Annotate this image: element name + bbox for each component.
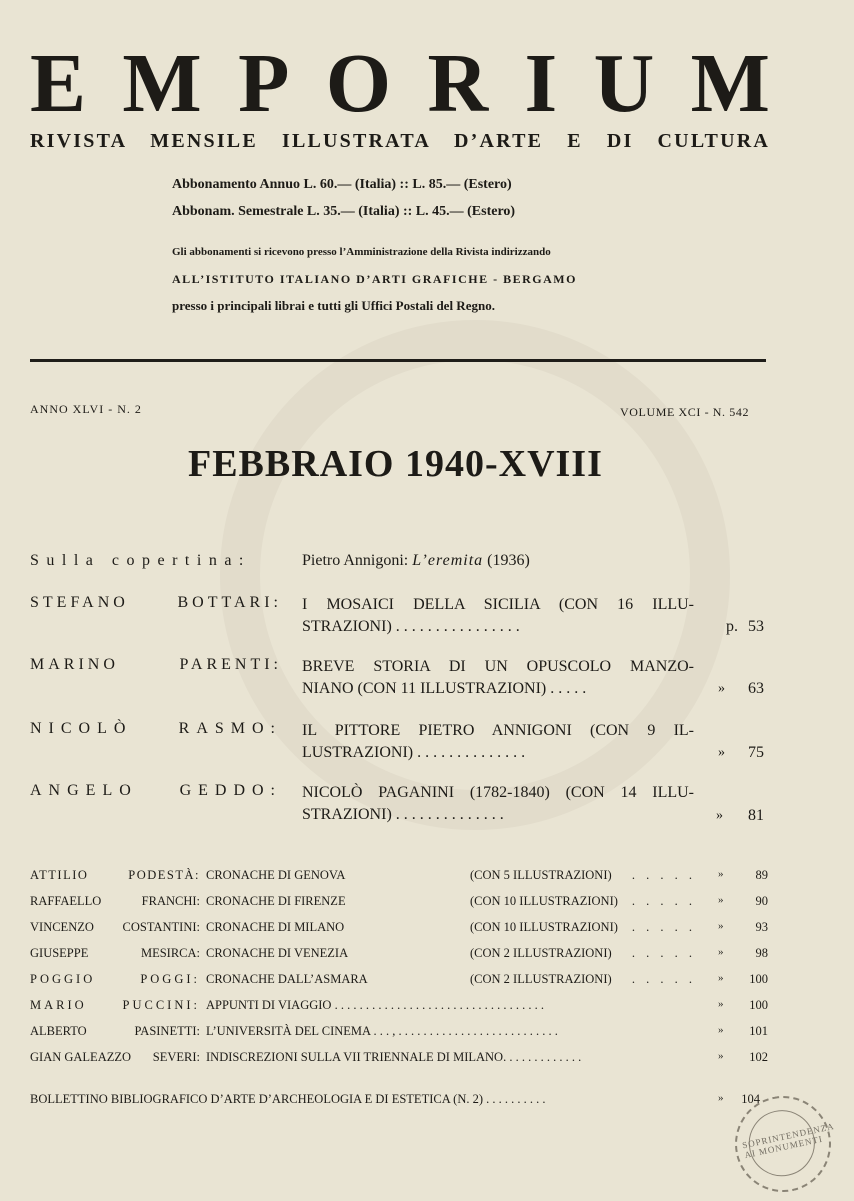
- article-author: [30, 782, 282, 800]
- author-first: MARINO: [30, 656, 119, 673]
- column-count: (CON 5 ILLUSTRAZIONI): [470, 868, 612, 882]
- column-section: CRONACHE DI GENOVA: [206, 868, 346, 882]
- cover-year: (1936): [487, 552, 530, 569]
- subscription-annual: Abbonamento Annuo L. 60.— (Italia) :: L. 85.— (Estero): [172, 177, 512, 192]
- issue-volume: VOLUME XCI - N. 542: [620, 405, 750, 419]
- column-page: 101: [749, 1024, 768, 1038]
- column-row: [30, 1050, 768, 1072]
- bulletin-page: 104: [741, 1092, 760, 1106]
- author-first: STEFANO: [30, 594, 129, 611]
- article-page: 81: [748, 807, 764, 824]
- column-author-first: ATTILIO: [30, 868, 89, 882]
- article-mark: »: [716, 808, 723, 823]
- column-author-last: FRANCHI:: [141, 894, 200, 908]
- column-row: [30, 998, 768, 1020]
- column-page: 89: [755, 868, 768, 882]
- article-page: 53: [748, 618, 764, 635]
- masthead-subtitle: RIVISTA MENSILE ILLUSTRATA D’ARTE E DI CULTURA: [30, 130, 770, 152]
- author-first: ANGELO: [30, 782, 138, 799]
- bulletin-row: [30, 1092, 768, 1114]
- column-mark: »: [718, 1024, 724, 1036]
- author-last: BOTTARI:: [177, 594, 282, 611]
- article-title-line1: IL PITTORE PIETRO ANNIGONI (CON 9 IL-: [302, 722, 694, 739]
- column-author-first: ALBERTO: [30, 1024, 87, 1038]
- column-mark: »: [718, 998, 724, 1010]
- article-title-line1: BREVE STORIA DI UN OPUSCOLO MANZO-: [302, 658, 694, 675]
- issue-date: FEBBRAIO 1940-XVIII: [188, 443, 603, 485]
- column-section: INDISCREZIONI SULLA VII TRIENNALE DI MILANO. . . . . . . . . . . . .: [206, 1050, 582, 1064]
- column-section: CRONACHE DI MILANO: [206, 920, 345, 934]
- column-dots: . . . . .: [631, 920, 696, 934]
- masthead-letter: P: [238, 37, 290, 130]
- column-author-last: SEVERI:: [152, 1050, 200, 1064]
- article-author: [30, 594, 282, 612]
- masthead-letter: O: [325, 37, 392, 130]
- column-author-last: COSTANTINI:: [122, 920, 200, 934]
- column-author-last: PASINETTI:: [134, 1024, 200, 1038]
- column-section: CRONACHE DI FIRENZE: [206, 894, 346, 908]
- article-mark: »: [718, 681, 725, 696]
- column-page: 100: [749, 998, 768, 1012]
- column-page: 98: [755, 946, 768, 960]
- column-author-first: RAFFAELLO: [30, 894, 102, 908]
- masthead-letter: M: [122, 37, 202, 130]
- column-count: (CON 2 ILLUSTRAZIONI): [470, 946, 612, 960]
- cover-work: L’eremita: [412, 552, 484, 569]
- issue-anno: ANNO XLVI - N. 2: [30, 402, 142, 416]
- column-author-last: POGGI:: [140, 972, 200, 986]
- column-section: CRONACHE DI VENEZIA: [206, 946, 349, 960]
- cover-label: [30, 552, 282, 570]
- author-last: RASMO:: [178, 720, 282, 737]
- column-dots: . . . . .: [631, 894, 696, 908]
- column-mark: »: [718, 868, 724, 880]
- column-author-first: POGGIO: [30, 972, 96, 986]
- column-dots: . . . . .: [631, 868, 696, 882]
- column-count: (CON 10 ILLUSTRAZIONI): [470, 894, 618, 908]
- column-count: (CON 10 ILLUSTRAZIONI): [470, 920, 618, 934]
- article-title-line2: LUSTRAZIONI) . . . . . . . . . . . . . .: [302, 744, 526, 761]
- author-first: NICOLÒ: [30, 720, 133, 737]
- masthead-letter: R: [427, 37, 489, 130]
- column-mark: »: [718, 894, 724, 906]
- column-row: [30, 972, 768, 994]
- column-mark: »: [718, 972, 724, 984]
- divider-rule: [30, 359, 766, 362]
- column-author-first: GIAN GALEAZZO: [30, 1050, 132, 1064]
- masthead-letter: U: [593, 37, 655, 130]
- article-title-line1: I MOSAICI DELLA SICILIA (CON 16 ILLU-: [302, 596, 694, 613]
- column-count: (CON 2 ILLUSTRAZIONI): [470, 972, 612, 986]
- column-mark: »: [718, 920, 724, 932]
- notice-line-3: presso i principali librai e tutti gli Uffici Postali del Regno.: [172, 298, 495, 313]
- column-page: 100: [749, 972, 768, 986]
- column-page: 90: [755, 894, 768, 908]
- masthead-title: [30, 37, 770, 130]
- article-title-line1: NICOLÒ PAGANINI (1782-1840) (CON 14 ILLU-: [302, 784, 694, 801]
- cover-credit: [302, 552, 530, 570]
- subscription-semester: Abbonam. Semestrale L. 35.— (Italia) :: L. 45.— (Estero): [172, 204, 516, 219]
- column-page: 93: [755, 920, 768, 934]
- column-section: APPUNTI DI VIAGGIO . . . . . . . . . . . . . . . . . . . . . . . . . . . . . . . . . .: [206, 998, 544, 1012]
- column-dots: . . . . .: [631, 972, 696, 986]
- column-author-last: MESIRCA:: [140, 946, 200, 960]
- notice-line-1: Gli abbonamenti si ricevono presso l’Amministrazione della Rivista indirizzando: [172, 246, 551, 258]
- article-page: 63: [748, 680, 764, 697]
- column-row: [30, 894, 768, 916]
- bulletin-mark: »: [718, 1092, 724, 1104]
- column-row: [30, 946, 768, 968]
- column-page: 102: [749, 1050, 768, 1064]
- stamp-text: SOPRINTENDENZA AI MONUMENTI: [741, 1121, 836, 1161]
- column-mark: »: [718, 1050, 724, 1062]
- column-row: [30, 868, 768, 890]
- column-author-last: PUCCINI:: [122, 998, 200, 1012]
- article-page: 75: [748, 744, 764, 761]
- article-author: [30, 656, 282, 674]
- column-author-last: PODESTÀ:: [128, 868, 200, 882]
- cover-label-text: Sulla copertina:: [30, 552, 251, 569]
- author-last: GEDDO:: [179, 782, 282, 799]
- article-mark: p.: [726, 618, 738, 635]
- author-last: PARENTI:: [179, 656, 282, 673]
- article-title-line2: NIANO (CON 11 ILLUSTRAZIONI) . . . . .: [302, 680, 587, 697]
- article-author: [30, 720, 282, 738]
- column-section: L’UNIVERSITÀ DEL CINEMA . . . , . . . . . . . . . . . . . . . . . . . . . . . . . .: [206, 1024, 558, 1038]
- masthead-letter: M: [690, 37, 770, 130]
- article-title-line2: STRAZIONI) . . . . . . . . . . . . . .: [302, 806, 504, 823]
- masthead-letter: I: [524, 37, 558, 130]
- notice-line-2: ALL’ISTITUTO ITALIANO D’ARTI GRAFICHE - BERGAMO: [172, 272, 577, 286]
- bulletin-text: BOLLETTINO BIBLIOGRAFICO D’ARTE D’ARCHEOLOGIA E DI ESTETICA (N. 2) . . . . . . . . . .: [30, 1092, 546, 1106]
- article-mark: »: [718, 745, 725, 760]
- column-author-first: MARIO: [30, 998, 87, 1012]
- column-author-first: GIUSEPPE: [30, 946, 89, 960]
- column-mark: »: [718, 946, 724, 958]
- article-title-line2: STRAZIONI) . . . . . . . . . . . . . . . .: [302, 618, 520, 635]
- column-dots: . . . . .: [631, 946, 696, 960]
- column-author-first: VINCENZO: [30, 920, 94, 934]
- column-row: [30, 920, 768, 942]
- column-section: CRONACHE DALL’ASMARA: [206, 972, 368, 986]
- cover-artist: Pietro Annigoni:: [302, 552, 409, 569]
- column-row: [30, 1024, 768, 1046]
- masthead-letter: E: [30, 37, 87, 130]
